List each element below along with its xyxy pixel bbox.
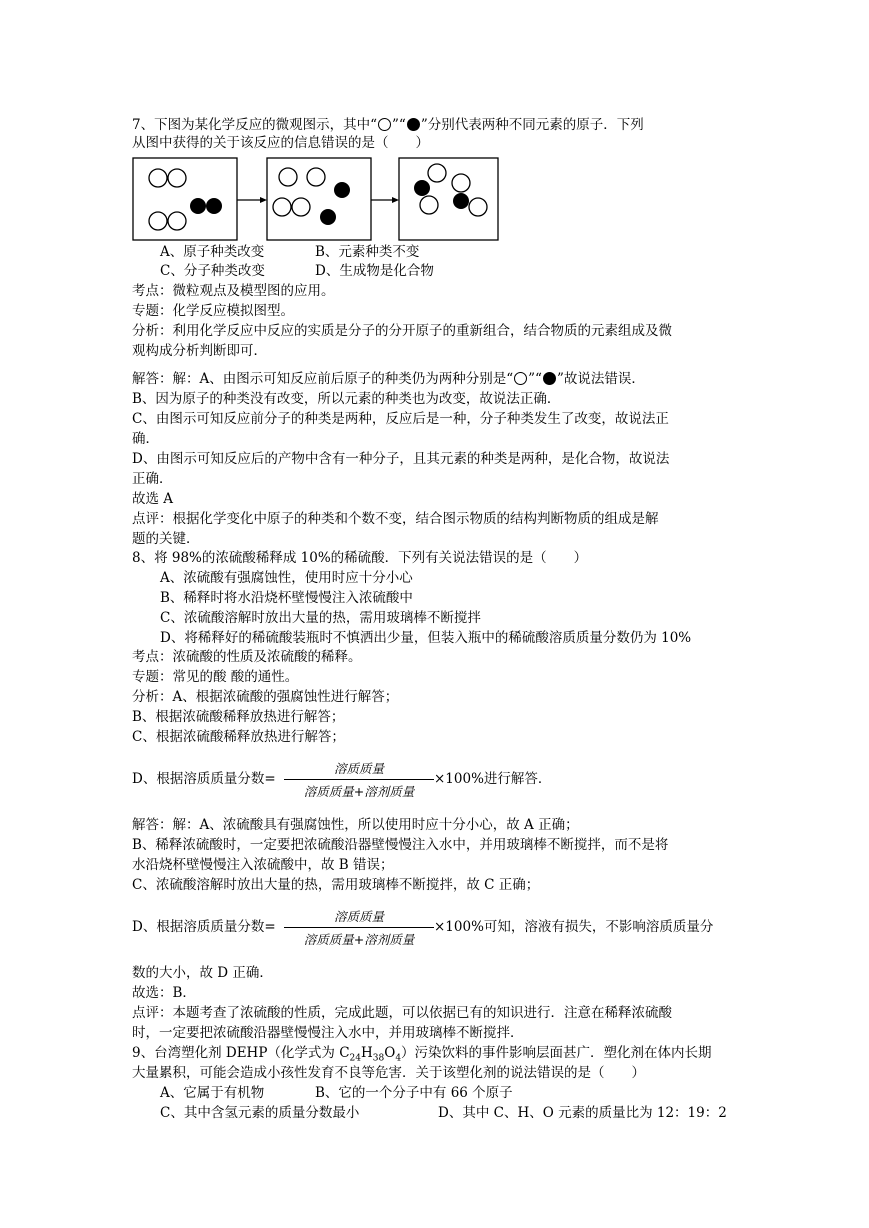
q8-dianping-1: 点评：本题考查了浓硫酸的性质，完成此题，可以依据已有的知识进行．注意在稀释浓硫酸 bbox=[132, 1005, 672, 1021]
q8-fenxi-3: C、根据浓硫酸稀释放热进行解答； bbox=[132, 729, 345, 745]
q8-fenxi-1: 分析：A、根据浓硫酸的强腐蚀性进行解答； bbox=[132, 689, 399, 705]
q7-jieda-1: 解答：解：A、由图示可知反应前后原子的种类仍为两种分别是“ ”“ ”故说法错误． bbox=[132, 371, 645, 387]
q8-option-d: D、将稀释好的稀硫酸装瓶时不慎洒出少量，但装入瓶中的稀硫酸溶质质量分数仍为 10% bbox=[160, 630, 692, 646]
reactants-box bbox=[133, 158, 237, 240]
q8-guxuan: 故选：B． bbox=[132, 985, 196, 1001]
black-atom-icon bbox=[543, 372, 556, 385]
q7-zhuanti: 专题：化学反应模拟图型。 bbox=[132, 303, 294, 319]
q7-jieda-2: B、因为原子的种类没有改变，所以元素的种类也为改变，故说法正确． bbox=[132, 391, 561, 407]
q8-jieda-1: 解答：解：A、浓硫酸具有强腐蚀性，所以使用时应十分小心，故 A 正确； bbox=[132, 817, 579, 833]
mass-fraction-formula bbox=[284, 759, 434, 800]
q9-option-d: D、其中 C、H、O 元素的质量比为 12：19：2 bbox=[438, 1105, 727, 1121]
q8-fenxi-2: B、根据浓硫酸稀释放热进行解答； bbox=[132, 709, 345, 725]
q8-jieda-5-suffix: ×100%可知，溶液有损失，不影响溶质质量分 bbox=[434, 919, 714, 935]
q7-jieda-3: C、由图示可知反应前分子的种类是两种，反应后是一种，分子种类发生了改变，故说法正 bbox=[132, 411, 669, 427]
q7-dianping-1: 点评：根据化学变化中原子的种类和个数不变，结合图示物质的结构判断物质的组成是解 bbox=[132, 511, 659, 527]
q8-jieda-4: C、浓硫酸溶解时放出大量的热，需用玻璃棒不断搅拌，故 C 正确； bbox=[132, 877, 540, 893]
q8-jieda-6: 数的大小，故 D 正确． bbox=[132, 965, 273, 981]
q7-stem-line1: 7、下图为某化学反应的微观图示，其中“ ”“ ”分别代表两种不同元素的原子．下列 bbox=[132, 117, 644, 133]
q7-option-b: B、元素种类不变 bbox=[315, 244, 420, 260]
q8-jieda-5-prefix: D、根据溶质质量分数= bbox=[132, 919, 276, 935]
white-atom-icon bbox=[514, 372, 527, 385]
q9-stem-line1: 9、台湾塑化剂 DEHP（化学式为 $C_{24}H_{38}O_4$）污染饮料的事件影响层面甚广．塑化剂在体内长期 bbox=[132, 1045, 712, 1064]
q9-option-a: A、它属于有机物 bbox=[160, 1085, 265, 1101]
q8-option-c: C、浓硫酸溶解时放出大量的热，需用玻璃棒不断搅拌 bbox=[160, 610, 481, 626]
q7-dianping-2: 题的关键． bbox=[132, 531, 200, 547]
q9-option-c: C、其中含氢元素的质量分数最小 bbox=[160, 1105, 360, 1121]
formula-denominator: 溶质质量+溶剂质量 bbox=[303, 932, 415, 947]
q8-fenxi-4-suffix: ×100%进行解答． bbox=[434, 771, 552, 787]
q7-jieda-5: D、由图示可知反应后的产物中含有一种分子，且其元素的种类是两种，是化合物，故说法 bbox=[132, 451, 670, 467]
q8-option-b: B、稀释时将水沿烧杯壁慢慢注入浓硫酸中 bbox=[160, 590, 413, 606]
q8-kaodian: 考点：浓硫酸的性质及浓硫酸的稀释。 bbox=[132, 649, 362, 665]
white-atom-icon bbox=[378, 118, 391, 131]
q7-jieda-4: 确． bbox=[132, 431, 159, 447]
formula-denominator: 溶质质量+溶剂质量 bbox=[303, 784, 415, 799]
formula-numerator: 溶质质量 bbox=[333, 761, 384, 776]
q8-stem: 8、将 98%的浓硫酸稀释成 10%的稀硫酸．下列有关说法错误的是（ ） bbox=[132, 550, 588, 566]
q7-kaodian: 考点：微粒观点及模型图的应用。 bbox=[132, 283, 335, 299]
q7-option-a: A、原子种类改变 bbox=[160, 244, 265, 260]
q7-fenxi-2: 观构成分析判断即可． bbox=[132, 343, 267, 359]
reaction-diagram bbox=[132, 157, 500, 243]
formula-numerator: 溶质质量 bbox=[333, 909, 384, 924]
q7-fenxi-1: 分析：利用化学反应中反应的实质是分子的分开原子的重新组合，结合物质的元素组成及微 bbox=[132, 323, 672, 339]
black-atom-icon bbox=[407, 118, 420, 131]
q8-fenxi-4-prefix: D、根据溶质质量分数= bbox=[132, 771, 276, 787]
q8-jieda-3: 水沿烧杯壁慢慢注入浓硫酸中，故 B 错误； bbox=[132, 857, 394, 873]
q8-jieda-2: B、稀释浓硫酸时，一定要把浓硫酸沿器壁慢慢注入水中，并用玻璃棒不断搅拌，而不是将 bbox=[132, 837, 669, 853]
q9-option-b: B、它的一个分子中有 66 个原子 bbox=[315, 1085, 513, 1101]
q7-jieda-6: 正确． bbox=[132, 471, 173, 487]
q7-option-d: D、生成物是化合物 bbox=[315, 263, 434, 279]
q7-stem-line2: 从图中获得的关于该反应的信息错误的是（ ） bbox=[132, 135, 429, 151]
q8-zhuanti: 专题：常见的酸 酸的通性。 bbox=[132, 669, 299, 685]
q9-stem-line2: 大量累积，可能会造成小孩性发育不良等危害．关于该塑化剂的说法错误的是（ ） bbox=[132, 1065, 645, 1081]
q8-option-a: A、浓硫酸有强腐蚀性，使用时应十分小心 bbox=[160, 570, 413, 586]
mass-fraction-formula bbox=[284, 907, 434, 948]
q7-option-c: C、分子种类改变 bbox=[160, 263, 265, 279]
q7-guxuan: 故选 A bbox=[132, 491, 174, 507]
q8-dianping-2: 时，一定要把浓硫酸沿器壁慢慢注入水中，并用玻璃棒不断搅拌． bbox=[132, 1025, 524, 1041]
